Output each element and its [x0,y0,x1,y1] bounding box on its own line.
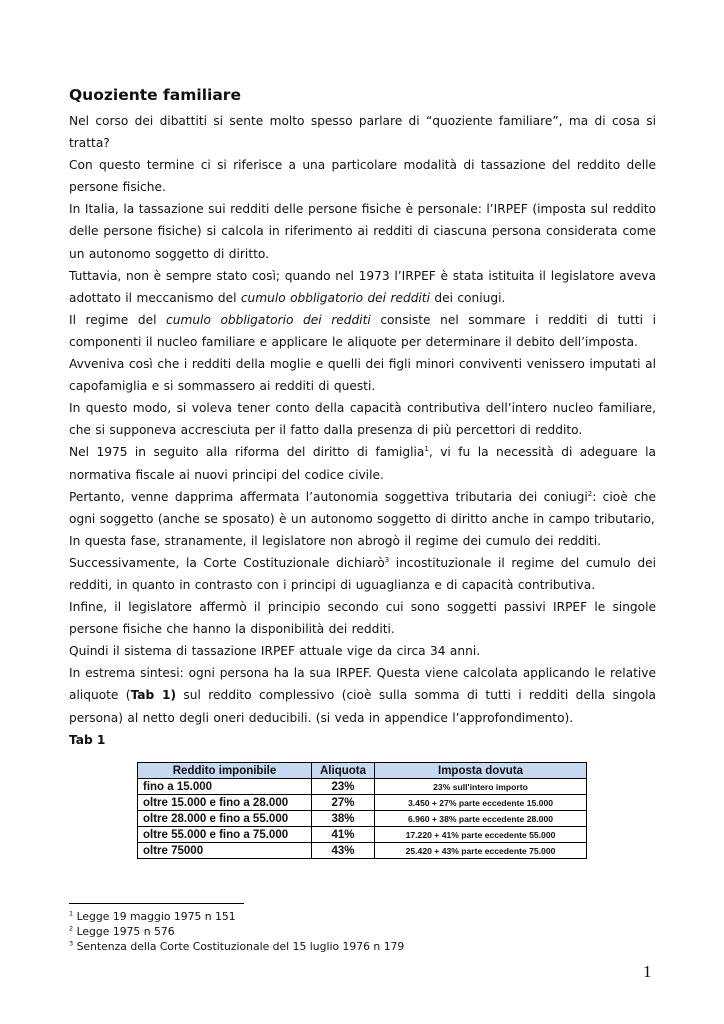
text-run: Pertanto, venne dapprima affermata l’autonomia soggettiva tributaria dei coniugi [69,489,588,504]
paragraph [69,265,656,309]
header-aliquota: Aliquota [312,763,375,779]
cell-reddito: oltre 15.000 e fino a 28.000 [138,795,312,811]
paragraph [69,110,656,154]
paragraph [69,154,656,198]
cell-aliquota: 41% [312,827,375,843]
table-row [138,811,587,827]
text-run: Quindi il sistema di tassazione IRPEF attuale vige da circa 34 anni. [69,644,481,659]
footnote-ref: 1 [424,445,429,454]
table-row [138,827,587,843]
page-number: 1 [643,962,652,981]
paragraph [69,441,656,485]
cell-reddito: oltre 28.000 e fino a 55.000 [138,811,312,827]
tax-rate-table [137,762,587,859]
footnote-number: 3 [69,939,74,948]
paragraph [69,309,656,353]
paragraph [69,640,656,662]
text-run: Con questo termine ci si riferisce a una particolare modalità di tassazione del reddito delle persone fisiche. [69,158,656,195]
footnote [69,909,669,924]
footnote-ref: 2 [587,489,593,498]
footnote [69,939,669,954]
text-run: Nel corso dei dibattiti si sente molto spesso parlare di “quoziente familiare”, ma di cosa si tratta? [69,114,656,151]
footnote-separator [69,903,244,904]
paragraph [69,596,656,640]
paragraph [69,530,656,552]
text-run: incostituzionale il regime del cumulo dei redditi, in quanto in contrasto con i principi di uguaglianza e di capacità contributiva. [69,555,656,592]
paragraph [69,353,656,397]
footnote-text: Legge 1975 n 576 [76,925,175,938]
paragraph [69,486,656,530]
cell-aliquota: 43% [312,843,375,859]
text-run: dei coniugi. [429,290,506,305]
cell-imposta: 3.450 + 27% parte eccedente 15.000 [375,795,587,811]
document-title: Quoziente familiare [69,86,241,104]
table-row [138,779,587,795]
text-run: , vi fu la necessità di adeguare la normativa fiscale ai nuovi principi del codice civile. [69,445,656,482]
document-body [69,84,656,751]
footnote-number: 1 [69,909,74,918]
text-run: Il regime del [69,312,167,327]
text-run: Avveniva così che i redditi della moglie e quelli dei figli minori conviventi venissero imputati al capofamiglia e si sommassero ai redditi di questi. [69,357,656,394]
text-run: In Italia, la tassazione sui redditi delle persone fisiche è personale: l’IRPEF (imposta sul reddito delle persone fisiche) si calcola in riferimento ai redditi di ciascuna persona considerata come un autonomo soggetto di diritto. [69,202,656,261]
cell-imposta: 17.220 + 41% parte eccedente 55.000 [375,827,587,843]
cell-imposta: 23% sull'intero importo [375,779,587,795]
table-body [138,779,587,859]
text-run: cumulo obbligatorio dei redditi [166,312,371,327]
paragraph [69,397,656,441]
footnote-number: 2 [69,924,74,933]
paragraphs [69,110,656,729]
text-run: In estrema sintesi: ogni persona ha la sua IRPEF. Questa viene calcolata applicando le relative aliquote ( [69,666,656,703]
footnote-ref: 3 [384,555,390,564]
header-reddito: Reddito imponibile [138,763,312,779]
text-run: sul reddito complessivo (cioè sulla somma di tutti i redditi della singola persona) al netto degli oneri deducibili. (si veda in appendice l’approfondimento). [69,688,656,725]
text-run: In questo modo, si voleva tener conto della capacità contributiva dell’intero nucleo familiare, che si supponeva accresciuta per il fatto dalla presenza di più percettori di reddito. [69,401,656,438]
text-run: cumulo obbligatorio dei redditi [240,290,430,305]
paragraph [69,552,656,596]
text-run: Tuttavia, non è sempre stato così; quando nel 1973 l’IRPEF è stata istituita il legislatore aveva adottato il meccanismo del [69,268,656,305]
cell-imposta: 6.960 + 38% parte eccedente 28.000 [375,811,587,827]
cell-aliquota: 27% [312,795,375,811]
text-run: Successivamente, la Corte Costituzionale dichiarò [69,555,385,570]
header-imposta: Imposta dovuta [375,763,587,779]
text-run: Tab 1) [130,688,177,703]
cell-imposta: 25.420 + 43% parte eccedente 75.000 [375,843,587,859]
text-run: Infine, il legislatore affermò il principio secondo cui sono soggetti passivi IRPEF le singole persone fisiche che hanno la disponibilità dei redditi. [69,600,656,637]
cell-aliquota: 23% [312,779,375,795]
footnote [69,924,669,939]
text-run: consiste nel sommare i redditi di tutti i componenti il nucleo familiare e applicare le aliquote per determinare il debito dell’imposta. [69,312,656,349]
footnotes [69,909,669,954]
footnote-text: Sentenza della Corte Costituzionale del 15 luglio 1976 n 179 [76,940,405,953]
table-row [138,795,587,811]
paragraph [69,662,656,728]
cell-reddito: fino a 15.000 [138,779,312,795]
paragraph [69,198,656,264]
table-label: Tab 1 [69,732,106,747]
table-header-row [138,763,587,779]
table-row [138,843,587,859]
text-run: In questa fase, stranamente, il legislatore non abrogò il regime dei cumulo dei redditi. [69,533,601,548]
text-run: : cioè che ogni soggetto (anche se sposato) è un autonomo soggetto di diritto anche in campo tributario, [69,489,657,526]
text-run: Nel 1975 in seguito alla riforma del diritto di famiglia [69,445,425,460]
footnote-text: Legge 19 maggio 1975 n 151 [76,910,236,923]
cell-reddito: oltre 55.000 e fino a 75.000 [138,827,312,843]
cell-reddito: oltre 75000 [138,843,312,859]
cell-aliquota: 38% [312,811,375,827]
